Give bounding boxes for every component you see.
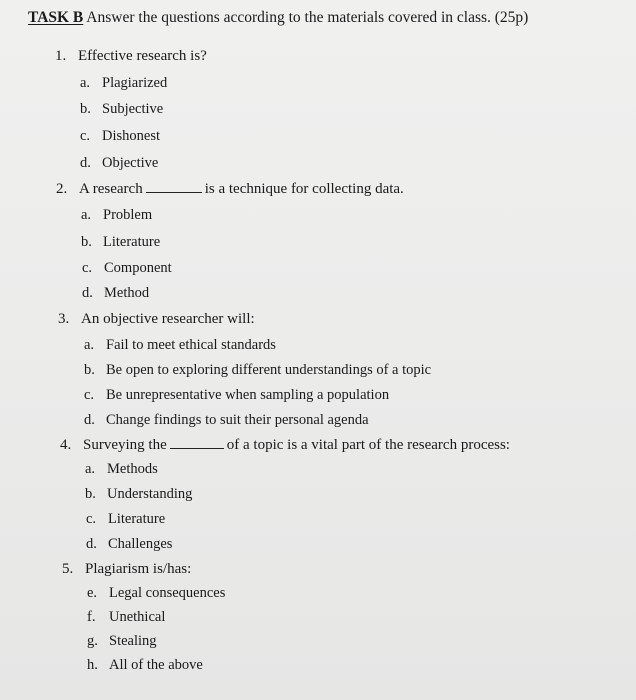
option-letter: b. (84, 362, 95, 378)
option-text: Be unrepresentative when sampling a population (106, 387, 390, 403)
option-4b (85, 486, 192, 503)
option-letter: d. (82, 285, 93, 301)
option-text: Fail to meet ethical standards (106, 337, 276, 353)
option-4c (86, 511, 165, 528)
option-letter: e. (87, 585, 98, 601)
option-letter: f. (87, 609, 96, 625)
option-2a (81, 207, 152, 224)
option-1c (80, 128, 160, 145)
question-text: Effective research is? (78, 48, 207, 64)
option-letter: c. (86, 511, 97, 527)
option-1d (80, 155, 158, 172)
option-3b (84, 362, 431, 379)
option-text: Dishonest (102, 128, 160, 144)
option-text: Legal consequences (109, 585, 226, 601)
question-4 (60, 437, 510, 454)
question-text: An objective researcher will: (81, 311, 255, 327)
option-1a (80, 75, 167, 92)
option-5e (87, 585, 225, 602)
question-3 (58, 311, 255, 328)
option-text: Plagiarized (102, 75, 168, 91)
option-text: Objective (102, 155, 159, 171)
option-letter: h. (87, 657, 98, 673)
option-5g (87, 633, 157, 650)
option-text: Methods (107, 461, 158, 477)
task-heading (28, 9, 528, 27)
option-text: Unethical (109, 609, 166, 625)
option-text: Method (104, 285, 150, 301)
question-text: Plagiarism is/has: (85, 561, 192, 577)
option-4a (85, 461, 158, 478)
question-number: 5. (62, 561, 74, 577)
option-letter: a. (81, 207, 92, 223)
option-letter: a. (84, 337, 95, 353)
option-text: Stealing (109, 633, 157, 649)
option-2d (82, 285, 149, 302)
option-text: Understanding (107, 486, 193, 502)
option-letter: a. (85, 461, 96, 477)
option-2c (82, 260, 172, 277)
option-4d (86, 536, 172, 553)
option-letter: b. (80, 101, 91, 117)
option-letter: b. (81, 234, 92, 250)
option-text: Challenges (108, 536, 173, 552)
option-text: Change findings to suit their personal agenda (106, 412, 369, 428)
option-letter: d. (84, 412, 95, 428)
option-letter: c. (80, 128, 91, 144)
task-label: TASK B (28, 9, 84, 26)
option-3a (84, 337, 276, 354)
option-1b (80, 101, 163, 118)
option-3d (84, 412, 369, 429)
option-5h (87, 657, 203, 674)
question-2 (56, 181, 404, 198)
question-text-before: Surveying the (83, 437, 167, 453)
question-text-after: is a technique for collecting data. (204, 181, 404, 197)
answer-blank (170, 447, 224, 449)
option-letter: c. (82, 260, 93, 276)
question-number: 4. (60, 437, 72, 453)
option-3c (84, 387, 389, 404)
question-number: 2. (56, 181, 68, 197)
option-letter: c. (84, 387, 95, 403)
task-instruction: Answer the questions according to the materials covered in class. (25p) (83, 9, 529, 26)
question-1 (55, 48, 207, 65)
option-letter: d. (80, 155, 91, 171)
option-5f (87, 609, 165, 626)
option-text: Literature (103, 234, 161, 250)
option-letter: g. (87, 633, 98, 649)
question-text-after: of a topic is a vital part of the research process: (226, 437, 510, 453)
option-text: Be open to exploring different understandings of a topic (106, 362, 432, 378)
question-5 (62, 561, 191, 578)
option-letter: a. (80, 75, 91, 91)
question-number: 3. (58, 311, 70, 327)
option-text: Component (104, 260, 172, 276)
option-text: All of the above (109, 657, 203, 673)
option-text: Literature (108, 511, 166, 527)
question-number: 1. (55, 48, 67, 64)
question-text-before: A research (79, 181, 143, 197)
option-2b (81, 234, 160, 251)
option-text: Subjective (102, 101, 164, 117)
option-text: Problem (103, 207, 153, 223)
option-letter: b. (85, 486, 96, 502)
option-letter: d. (86, 536, 97, 552)
answer-blank (146, 191, 202, 193)
